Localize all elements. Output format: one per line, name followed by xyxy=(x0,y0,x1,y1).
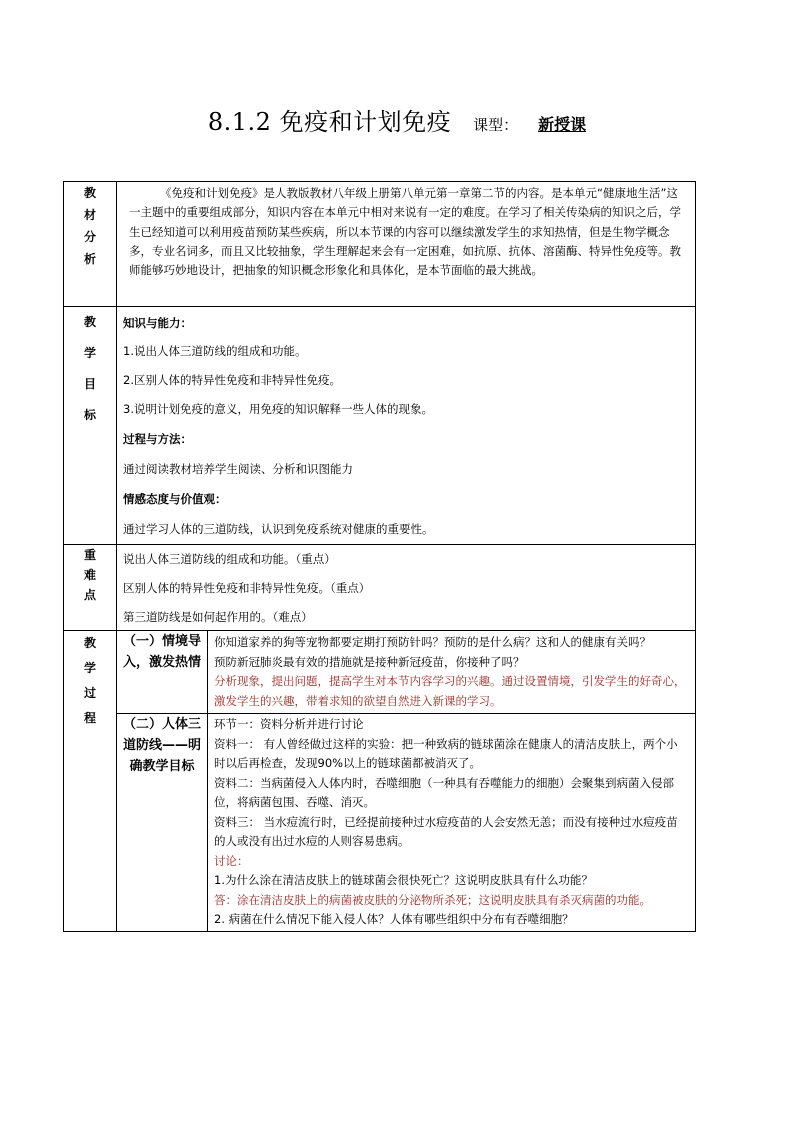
attitude-heading: 情感态度与价值观： xyxy=(123,492,227,506)
keypoint-item: 区别人体的特异性免疫和非特异性免疫。（重点） xyxy=(123,581,371,595)
knowledge-heading: 知识与能力： xyxy=(123,316,192,330)
analysis-text: 《免疫和计划免疫》是人教版教材八年级上册第八单元第一章第二节的内容。是本单元“健康地生活”这一主题中的重要组成部分，知识内容在本单元中相对来说有一定的难度。在学习了相关传染病的知识之后，学生已经知道可以利用疫苗预防某些疾病，所以本节课的内容可以继续激发学生的求知热情，但是生物学概念多，专业名词多，而且又比较抽象，学生理解起来会有一定困难，如抗原、抗体、溶菌酶、特异性免疫等。教师能够巧妙地设计，把抽象的知识概念形象化和具体化，是本节面临的最大挑战。 xyxy=(129,186,681,278)
keypoint-item: 第三道防线是如何起作用的。（难点） xyxy=(123,610,313,624)
attitude-text: 通过学习人体的三道防线，认识到免疫系统对健康的重要性。 xyxy=(123,522,434,536)
knowledge-item: 1.说出人体三道防线的组成和功能。 xyxy=(123,344,307,358)
keypoints-row xyxy=(64,545,696,631)
step2-paragraph: 资料一： 有人曾经做过这样的实验：把一种致病的链球菌涂在健康人的清洁皮肤上，两个小时以后再检查，发现90%以上的链球菌都被消灭了。 xyxy=(214,736,678,770)
step1-title: （一）情境导入，激发热情 xyxy=(117,631,208,714)
lesson-title: 8.1.2 免疫和计划免疫 xyxy=(207,108,452,136)
objectives-label: 教 学 目 标 xyxy=(64,307,117,545)
knowledge-item: 2.区别人体的特异性免疫和非特异性免疫。 xyxy=(123,373,341,387)
objectives-row xyxy=(64,307,696,545)
process-text: 通过阅读教材培养学生阅读、分析和识图能力 xyxy=(123,462,353,476)
step1-question: 你知道家养的狗等宠物都要定期打预防针吗？预防的是什么病？这和人的健康有关吗？ xyxy=(214,635,651,649)
step1-content xyxy=(208,631,696,714)
step2-title: （二）人体三道防线——明确教学目标 xyxy=(117,714,208,932)
analysis-row xyxy=(64,182,696,307)
step2-content xyxy=(208,714,696,932)
step2-paragraph: 资料三： 当水痘流行时，已经提前接种过水痘疫苗的人会安然无恙；而没有接种过水痘疫苗的人或没有出过水痘的人则容易患病。 xyxy=(214,814,678,848)
step1-question: 预防新冠肺炎最有效的措施就是接种新冠疫苗，你接种了吗？ xyxy=(214,654,525,669)
knowledge-item: 3.说明计划免疫的意义，用免疫的知识解释一些人体的现象。 xyxy=(123,402,433,416)
keypoints-label: 重 难 点 xyxy=(64,545,117,631)
analysis-content xyxy=(117,182,696,307)
step2-paragraph: 环节一：资料分析并进行讨论 xyxy=(214,717,364,731)
keypoint-item: 说出人体三道防线的组成和功能。（重点） xyxy=(123,552,336,566)
process-row-defense xyxy=(64,714,696,932)
discussion-question: 1.为什么涂在清洁皮肤上的链球菌会很快死亡？这说明皮肤具有什么功能？ xyxy=(214,873,593,887)
step2-paragraph: 资料二：当病菌侵入人体内时，吞噬细胞（一种具有吞噬能力的细胞）会聚集到病菌入侵部位，将病菌包围、吞噬、消灭。 xyxy=(214,775,674,809)
keypoints-content xyxy=(117,545,696,631)
analysis-label: 教 材 分 析 xyxy=(64,182,117,307)
objectives-content xyxy=(117,307,696,545)
discussion-label: 讨论： xyxy=(214,853,249,868)
lesson-plan-table xyxy=(63,181,696,932)
process-label: 教 学 过 程 xyxy=(64,631,117,932)
step1-note: 分析现象，提出问题，提高学生对本节内容学习的兴趣。通过设置情境，引发学生的好奇心，激发学生的兴趣，带着求知的欲望自然进入新课的学习。 xyxy=(214,674,686,708)
lesson-type-label: 课型： xyxy=(473,116,519,134)
lesson-type-value: 新授课 xyxy=(538,115,587,134)
discussion-question: 2. 病菌在什么情况下能入侵人体？人体有哪些组织中分布有吞噬细胞？ xyxy=(214,912,574,926)
page-title xyxy=(0,102,794,137)
discussion-answer: 答：涂在清洁皮肤上的病菌被皮肤的分泌物所杀死；这说明皮肤具有杀灭病菌的功能。 xyxy=(214,892,651,907)
process-heading: 过程与方法： xyxy=(123,432,192,446)
process-row-intro xyxy=(64,631,696,714)
